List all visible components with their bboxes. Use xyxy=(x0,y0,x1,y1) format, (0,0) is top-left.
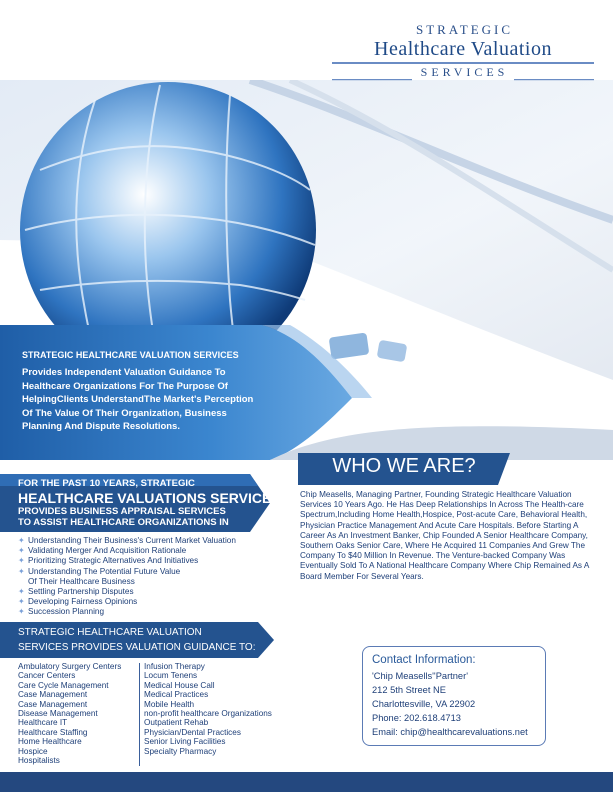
contact-street: 212 5th Street NE xyxy=(372,685,446,695)
service-item: Care Cycle Management xyxy=(18,680,109,690)
service-item: Locum Tenens xyxy=(144,671,198,681)
services-intro-line-2: HEALTHCARE VALUATIONS SERVICES xyxy=(18,490,281,506)
service-item: Case Management xyxy=(18,699,88,709)
services-column-1 xyxy=(18,662,138,765)
bullet-icon: ✦ xyxy=(18,587,25,597)
bullet-item: ✦ Developing Fairness Opinions xyxy=(18,597,138,607)
service-item: Case Management xyxy=(18,690,88,700)
contact-city: Charlottesville, VA 22902 xyxy=(372,699,476,709)
bullet-icon: ✦ xyxy=(18,607,25,617)
bullet-icon: ✦ xyxy=(18,536,25,545)
logo-rule-1 xyxy=(332,62,594,64)
service-item: Ambulatory Surgery Centers xyxy=(18,662,122,671)
service-item: Infusion Therapy xyxy=(144,662,205,671)
service-item: Home Healthcare xyxy=(18,737,82,747)
service-item: Specialty Pharmacy xyxy=(144,746,217,756)
service-item: Mobile Health xyxy=(144,699,195,709)
who-we-are-title: WHO WE ARE? xyxy=(332,455,476,477)
service-item: Cancer Centers xyxy=(18,671,76,681)
services-intro-line-4: TO ASSIST HEALTHCARE ORGANIZATIONS IN xyxy=(18,517,229,528)
contact-title: Contact Information: xyxy=(372,654,476,666)
bullet-icon: ✦ xyxy=(18,556,25,566)
puzzle-piece-1 xyxy=(329,332,370,359)
contact-name: 'Chip Measells''Partner' xyxy=(372,671,468,681)
service-item: Hospice xyxy=(18,746,48,756)
services-intro-line-3: PROVIDES BUSINESS APPRAISAL SERVICES xyxy=(18,506,226,517)
footer-bar xyxy=(0,772,613,792)
bullet-item: ✦ Succession Planning xyxy=(18,607,105,617)
contact-phone: Phone: 202.618.4713 xyxy=(372,713,461,723)
service-item: Outpatient Rehab xyxy=(144,718,209,728)
bullet-item: ✦ Validating Merger And Acquisition Rationale xyxy=(18,546,187,556)
hero-heading: STRATEGIC HEALTHCARE VALUATION SERVICES xyxy=(22,350,239,360)
service-item: Hospitalists xyxy=(18,756,60,766)
services-column-divider xyxy=(139,663,140,766)
hero-body: Provides Independent Valuation Guidance To Healthcare Organizations For The Purpose Of HelpingClients UnderstandThe Market's Perception Of The Value Of Their Organization, Business Planning And Dispute Resolutions. xyxy=(22,367,254,432)
service-item: Disease Management xyxy=(18,709,98,719)
service-item: Healthcare Staffing xyxy=(18,727,88,737)
bullet-item: ✦ Settling Partnership Disputes xyxy=(18,587,134,597)
service-item: Medical Practices xyxy=(144,690,209,700)
puzzle-piece-2 xyxy=(377,340,408,363)
bullet-icon: ✦ xyxy=(18,566,25,576)
logo-bottom-text: SERVICES xyxy=(420,65,509,79)
guidance-line-1: STRATEGIC HEALTHCARE VALUATION xyxy=(18,627,202,638)
services-bullet-list xyxy=(18,536,268,618)
service-item: Senior Living Facilities xyxy=(144,737,226,747)
service-item: non-profit healthcare Organizations xyxy=(144,709,272,719)
services-column-2 xyxy=(144,662,304,756)
guidance-line-2: SERVICES PROVIDES VALUATION GUIDANCE TO: xyxy=(18,642,256,653)
contact-email[interactable]: Email: chip@healthcarevaluations.net xyxy=(372,727,528,737)
logo-top-text: STRATEGIC xyxy=(415,22,514,37)
logo-main-text: Healthcare Valuation xyxy=(374,38,552,60)
service-item: Medical House Call xyxy=(144,680,215,690)
bullet-item: ✦ Understanding Their Business's Current Market Valuation xyxy=(18,536,236,545)
bullet-icon: ✦ xyxy=(18,597,25,607)
service-item: Healthcare IT xyxy=(18,718,68,728)
services-intro-line-1: FOR THE PAST 10 YEARS, STRATEGIC xyxy=(18,478,195,489)
bullet-item: ✦ Understanding The Potential Future Value Of Their Healthcare Business xyxy=(18,566,181,586)
service-item: Physician/Dental Practices xyxy=(144,727,241,737)
bullet-item: ✦ Prioritizing Strategic Alternatives And Initiatives xyxy=(18,556,199,566)
bullet-icon: ✦ xyxy=(18,546,25,556)
who-we-are-body: Chip Measells, Managing Partner, Founding Strategic Healthcare Valuation Services 10 Years Ago. He Has Deep Relationships In Across The Health-care Spectrum,Including Home Health,Hospice, Post-acute Care, Behavioral Health, Physician Practice Management And Acute Care Hospitals. Before Starting A Career As An Investment Banker, Chip Founded A Senior Healthcare Company, Southern Oaks Senior Care, Where He Acquired 11 Companies And Grew The Company To $40 Million In Revenue. The Venture-backed Company Was Eventually Sold To A National Healthcare Company Where Chip Remained As A Board Member For Several Years. xyxy=(300,490,589,581)
